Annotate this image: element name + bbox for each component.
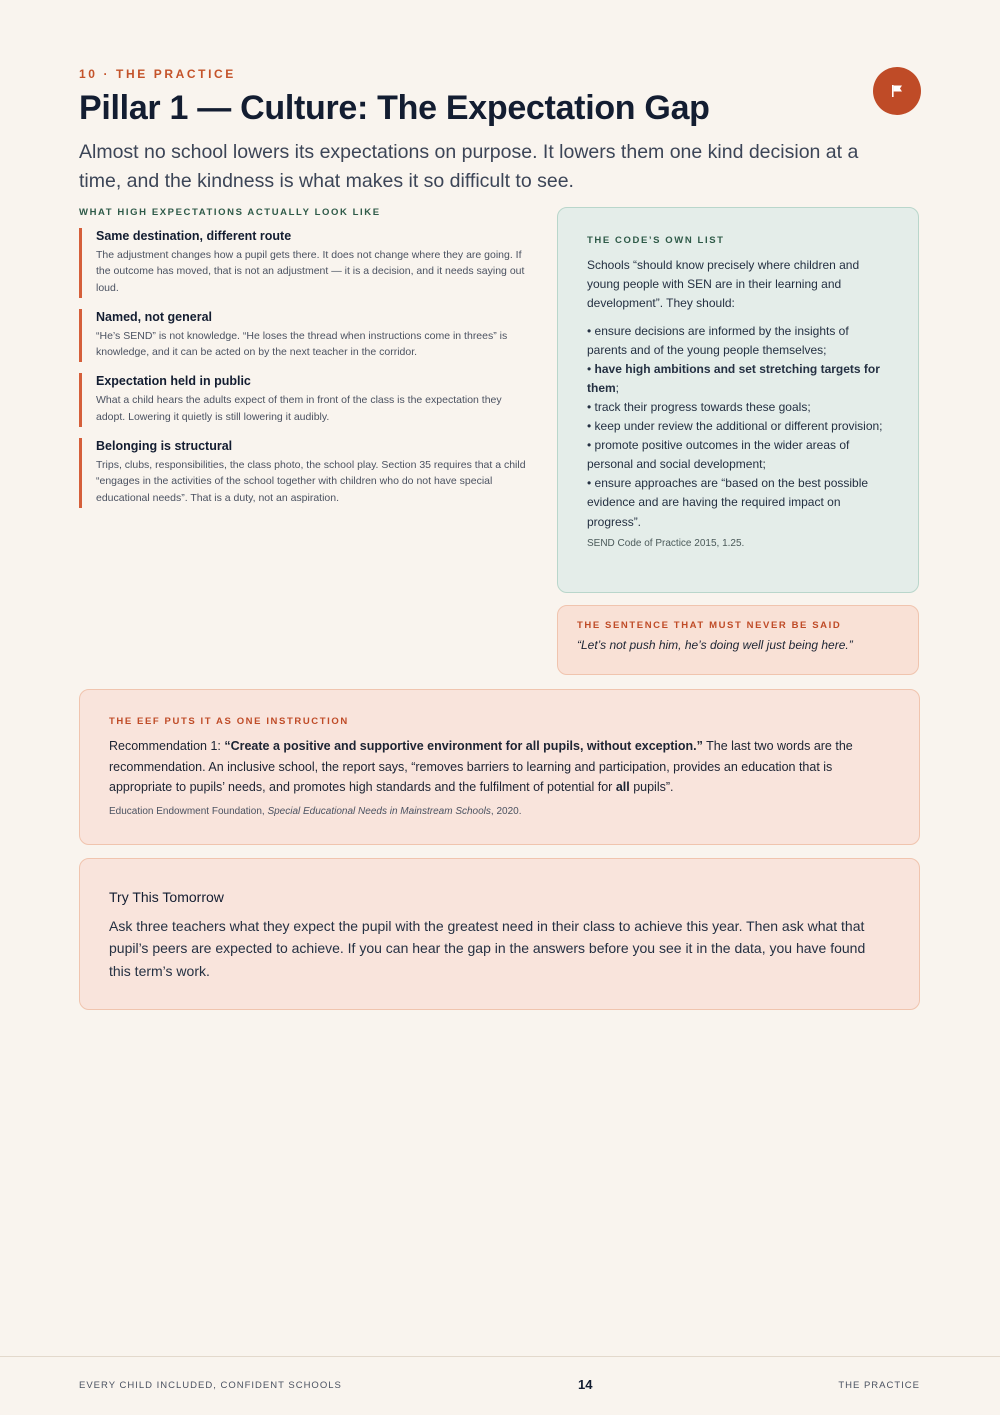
principle-heading: Named, not general [96, 309, 212, 324]
list-item: • ensure approaches are “based on the best possible evidence and are having the required impact on progress”. [587, 476, 869, 529]
list-item: • ensure decisions are informed by the insights of parents and of the young people themselves; [587, 323, 849, 357]
principle-body: The adjustment changes how a pupil gets there. It does not change where they are going. If the outcome has moved, that is not an adjustment — it is a decision, and it needs saying out loud. [96, 249, 525, 294]
list-item: • keep under review the additional or different provision; [587, 419, 883, 434]
citation: SEND Code of Practice 2015, 1.25. [587, 537, 745, 549]
principle-item [79, 373, 529, 427]
principle-item [79, 309, 529, 363]
eef-callout [79, 689, 920, 845]
list-item: • have high ambitions and set stretching targets for them; [587, 361, 880, 395]
never-said-callout [557, 605, 919, 675]
callout-label: THE CODE’S OWN LIST [587, 235, 725, 246]
principle-item [79, 438, 529, 508]
code-list [587, 322, 889, 532]
page-title: Pillar 1 — Culture: The Expectation Gap [79, 89, 710, 127]
principle-heading: Belonging is structural [96, 439, 233, 454]
flag-badge [873, 67, 921, 115]
section-label: WHAT HIGH EXPECTATIONS ACTUALLY LOOK LIKE [79, 207, 381, 218]
principle-item [79, 228, 529, 298]
high-expectations-section [79, 207, 529, 519]
principle-body: What a child hears the adults expect of them in front of the class is the expectation they adopt. Lowering it quietly is still lowering it audibly. [96, 394, 502, 423]
callout-label: THE SENTENCE THAT MUST NEVER BE SAID [577, 620, 842, 631]
page-number: 14 [578, 1377, 593, 1392]
section-eyebrow: 10 · THE PRACTICE [79, 67, 236, 81]
principle-body: “He’s SEND” is not knowledge. “He loses the thread when instructions come in threes” is knowledge, and it can be acted on by the next teacher in the corridor. [96, 329, 508, 359]
principle-heading: Same destination, different route [96, 229, 292, 243]
footer-divider [0, 1356, 1000, 1357]
principle-body: Trips, clubs, responsibilities, the class photo, the school play. Section 35 requires that a child “engages in the activities of the school together with children who do not have special educational needs”. That is a duty, not an aspiration. [96, 459, 526, 504]
callout-quote: “Let’s not push him, he’s doing well just being here.” [577, 638, 853, 652]
callout-label: THE EEF PUTS IT AS ONE INSTRUCTION [109, 716, 349, 727]
callout-intro: Schools “should know precisely where children and young people with SEN are in their learning and development”. They should: [587, 258, 860, 311]
page-lede: Almost no school lowers its expectations on purpose. It lowers them one kind decision at a time, and the kindness is what makes it so difficult to see. [79, 141, 859, 192]
footer-publication-title: EVERY CHILD INCLUDED, CONFIDENT SCHOOLS [79, 1380, 342, 1391]
eef-body: Recommendation 1: “Create a positive and supportive environment for all pupils, without exception.” The last two words are the recommendation. An inclusive school, the report says, “removes barriers to learning and participation, provides an education that is appropriate to pupils’ needs, and promotes high standards and the fulfilment of potential for all pupils”. [109, 739, 853, 794]
principle-heading: Expectation held in public [96, 374, 251, 389]
flag-icon [890, 84, 904, 98]
code-list-callout [557, 207, 919, 593]
list-item: • promote positive outcomes in the wider areas of personal and social development; [587, 438, 850, 472]
citation: Education Endowment Foundation, Special Educational Needs in Mainstream Schools, 2020. [109, 805, 522, 817]
footer-section-name: THE PRACTICE [838, 1380, 920, 1391]
list-item: • track their progress towards these goals; [587, 399, 811, 414]
try-tomorrow-callout [79, 858, 920, 1010]
callout-body: Ask three teachers what they expect the pupil with the greatest need in their class to achieve this year. Then ask what that pupil’s peers are expected to achieve. If you can hear the gap in the answers before you see it in the data, you have found this term’s work. [109, 918, 866, 979]
callout-heading: Try This Tomorrow [109, 889, 224, 905]
